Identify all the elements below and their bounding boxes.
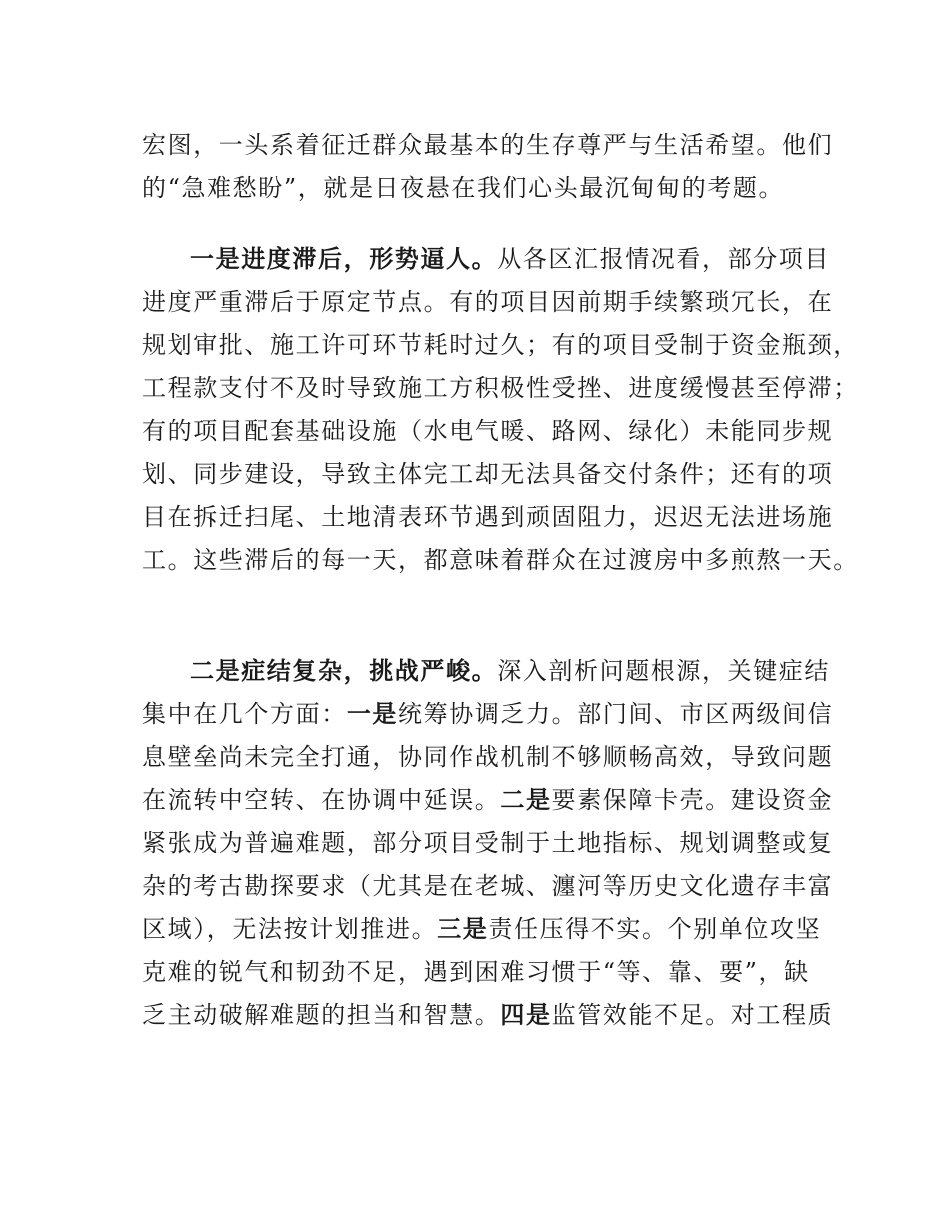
point-marker: 三是 [437, 915, 489, 943]
text-run: 责任压得不实。个别单位攻坚 [488, 915, 822, 943]
text-run: 从各区汇报情况看，部分项目 [497, 245, 831, 273]
text-line [142, 238, 831, 281]
text-run: 要素保障卡壳。建设资金 [551, 786, 834, 814]
text-line [142, 779, 834, 822]
paragraph-heading: 二是症结复杂，挑战严峻。 [190, 657, 498, 685]
paragraph-intro [142, 124, 834, 210]
text-line: 目在拆迁扫尾、土地清表环节遇到顽固阻力，迟迟无法进场施 [142, 503, 834, 531]
paragraph-heading: 一是进度滞后，形势逼人。 [190, 245, 498, 273]
point-marker: 一是 [346, 700, 399, 728]
text-line [142, 994, 834, 1037]
text-line: 宏图，一头系着征迁群众最基本的生存尊严与生活希望。他们 [142, 131, 834, 159]
text-run: 乏主动破解难题的担当和智慧。 [142, 1001, 501, 1029]
paragraph-complex-causes [142, 650, 834, 1037]
text-line: 工。这些滞后的每一天，都意味着群众在过渡房中多煎熬一天。 [142, 546, 859, 574]
text-run: 在流转中空转、在协调中延误。 [142, 786, 501, 814]
text-line: 息壁垒尚未完全打通，协同作战机制不够顺畅高效，导致问题 [142, 743, 834, 771]
text-run: 监管效能不足。对工程质 [551, 1001, 834, 1029]
point-marker: 二是 [500, 786, 552, 814]
text-line [142, 908, 822, 951]
text-line: 有的项目配套基础设施（水电气暖、路网、绿化）未能同步规 [142, 417, 834, 445]
text-line [142, 693, 834, 736]
paragraph-progress-lag [142, 238, 859, 582]
text-run: 深入剖析问题根源，关键症结 [497, 657, 831, 685]
text-line: 紧张成为普遍难题，部分项目受制于土地指标、规划调整或复 [142, 829, 834, 857]
text-line: 工程款支付不及时导致施工方积极性受挫、进度缓慢甚至停滞； [142, 374, 859, 402]
text-line: 划、同步建设，导致主体完工却无法具备交付条件；还有的项 [142, 460, 834, 488]
text-line: 杂的考古勘探要求（尤其是在老城、瀍河等历史文化遗存丰富 [142, 872, 834, 900]
text-run: 集中在几个方面： [142, 700, 347, 728]
text-run: 区域），无法按计划推进。 [142, 915, 438, 943]
point-marker: 四是 [500, 1001, 552, 1029]
text-line: 规划审批、施工许可环节耗时过久；有的项目受制于资金瓶颈， [142, 331, 859, 359]
text-run: 统筹协调乏力。部门间、市区两级间信 [398, 700, 834, 728]
text-line: 克难的锐气和韧劲不足，遇到困难习惯于“等、靠、要”，缺 [142, 958, 810, 986]
text-line [142, 650, 831, 693]
text-line: 进度严重滞后于原定节点。有的项目因前期手续繁琐冗长，在 [142, 288, 834, 316]
text-line: 的“急难愁盼”，就是日夜悬在我们心头最沉甸甸的考题。 [142, 174, 785, 202]
